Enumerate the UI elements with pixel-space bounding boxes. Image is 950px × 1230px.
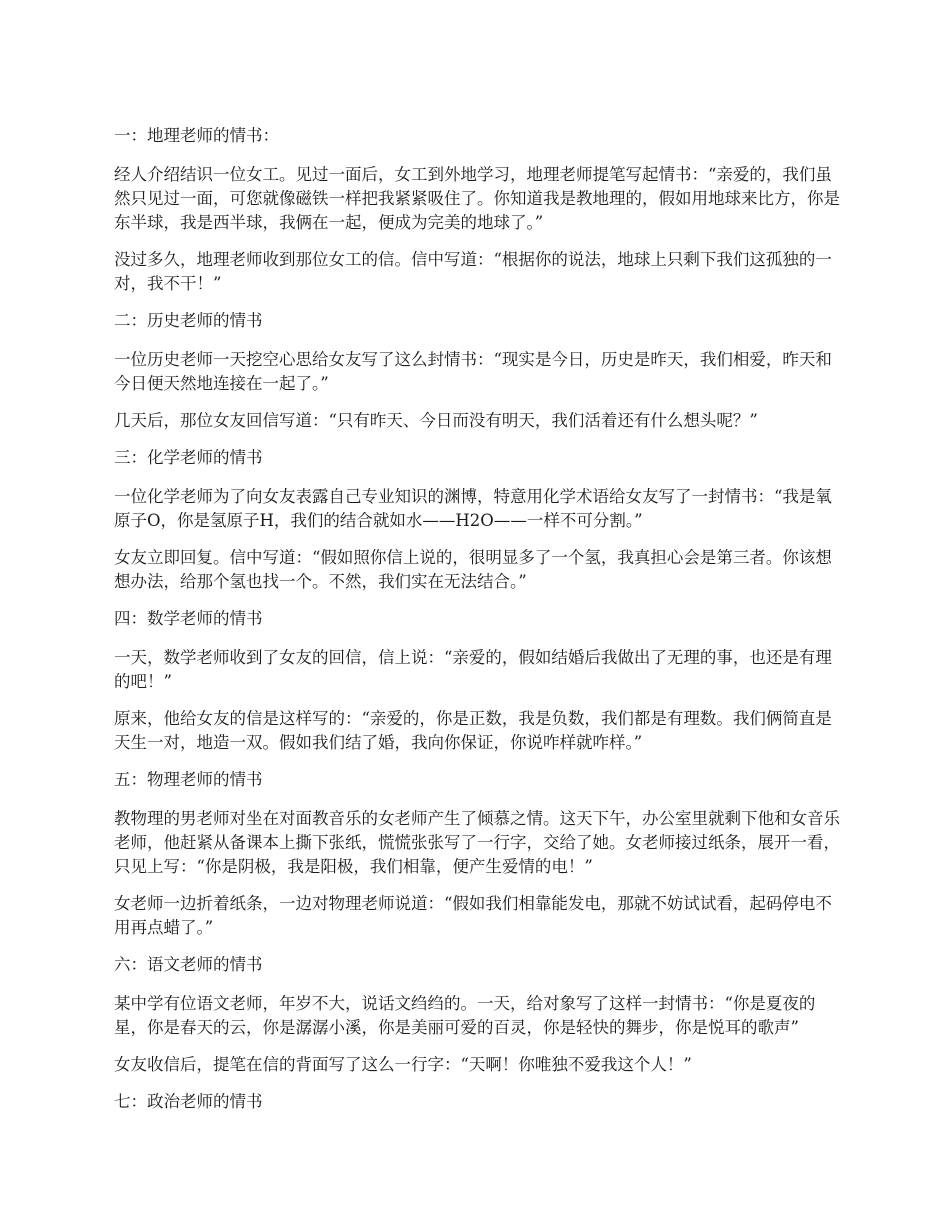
paragraph: 教物理的男老师对坐在对面教音乐的女老师产生了倾慕之情。这天下午，办公室里就剩下他和女音乐老师，他赶紧从备课本上撕下张纸，慌慌张张写了一行字，交给了她。女老师接过纸条，展开一看，只见上写：“你是阴极，我是阳极，我们相靠，便产生爱情的电！” [114,809,840,876]
paragraph: 女老师一边折着纸条，一边对物理老师说道：“假如我们相靠能发电，那就不妨试试看，起码停电不用再点蜡了。” [114,894,832,937]
section-heading: 一：地理老师的情书： [114,126,279,145]
section-heading: 六：语文老师的情书 [114,955,263,974]
paragraph: 女友收信后，提笔在信的背面写了这么一行字：“天啊！你唯独不爱我这个人！” [114,1055,692,1074]
section-heading: 七：政治老师的情书 [114,1092,263,1111]
paragraph: 某中学有位语文老师，年岁不大，说话文绉绉的。一天，给对象写了这样一封情书：“你是夏夜的星，你是春天的云，你是潺潺小溪，你是美丽可爱的百灵，你是轻快的舞步，你是悦耳的歌声” [114,994,816,1037]
section-heading: 四：数学老师的情书 [114,609,263,628]
paragraph: 没过多久，地理老师收到那位女工的信。信中写道：“根据你的说法，地球上只剩下我们这孤独的一对，我不干！” [114,250,832,293]
paragraph: 女友立即回复。信中写道：“假如照你信上说的，很明显多了一个氢，我真担心会是第三者。你该想想办法，给那个氢也找一个。不然，我们实在无法结合。” [114,548,832,591]
section-heading: 五：物理老师的情书 [114,770,263,789]
paragraph: 原来，他给女友的信是这样写的：“亲爱的，你是正数，我是负数，我们都是有理数。我们俩简直是天生一对，地造一双。假如我们结了婚，我向你保证，你说咋样就咋样。” [114,709,832,752]
document-content [114,124,844,1129]
section-heading: 三：化学老师的情书 [114,448,263,467]
section-heading: 二：历史老师的情书 [114,311,263,330]
paragraph: 一位化学老师为了向女友表露自己专业知识的渊博，特意用化学术语给女友写了一封情书：“我是氧原子O，你是氢原子H，我们的结合就如水——H2O——一样不可分割。” [114,487,832,530]
paragraph: 经人介绍结识一位女工。见过一面后，女工到外地学习，地理老师提笔写起情书：“亲爱的，我们虽然只见过一面，可您就像磁铁一样把我紧紧吸住了。你知道我是教地理的，假如用地球来比方，你是东半球，我是西半球，我俩在一起，便成为完美的地球了。” [114,165,840,232]
paragraph: 一天，数学老师收到了女友的回信，信上说：“亲爱的，假如结婚后我做出了无理的事，也还是有理的吧！” [114,648,832,691]
paragraph: 一位历史老师一天挖空心思给女友写了这么封情书：“现实是今日，历史是昨天，我们相爱，昨天和今日便天然地连接在一起了。” [114,350,832,393]
paragraph: 几天后，那位女友回信写道：“只有昨天、今日而没有明天，我们活着还有什么想头呢？” [114,411,758,430]
